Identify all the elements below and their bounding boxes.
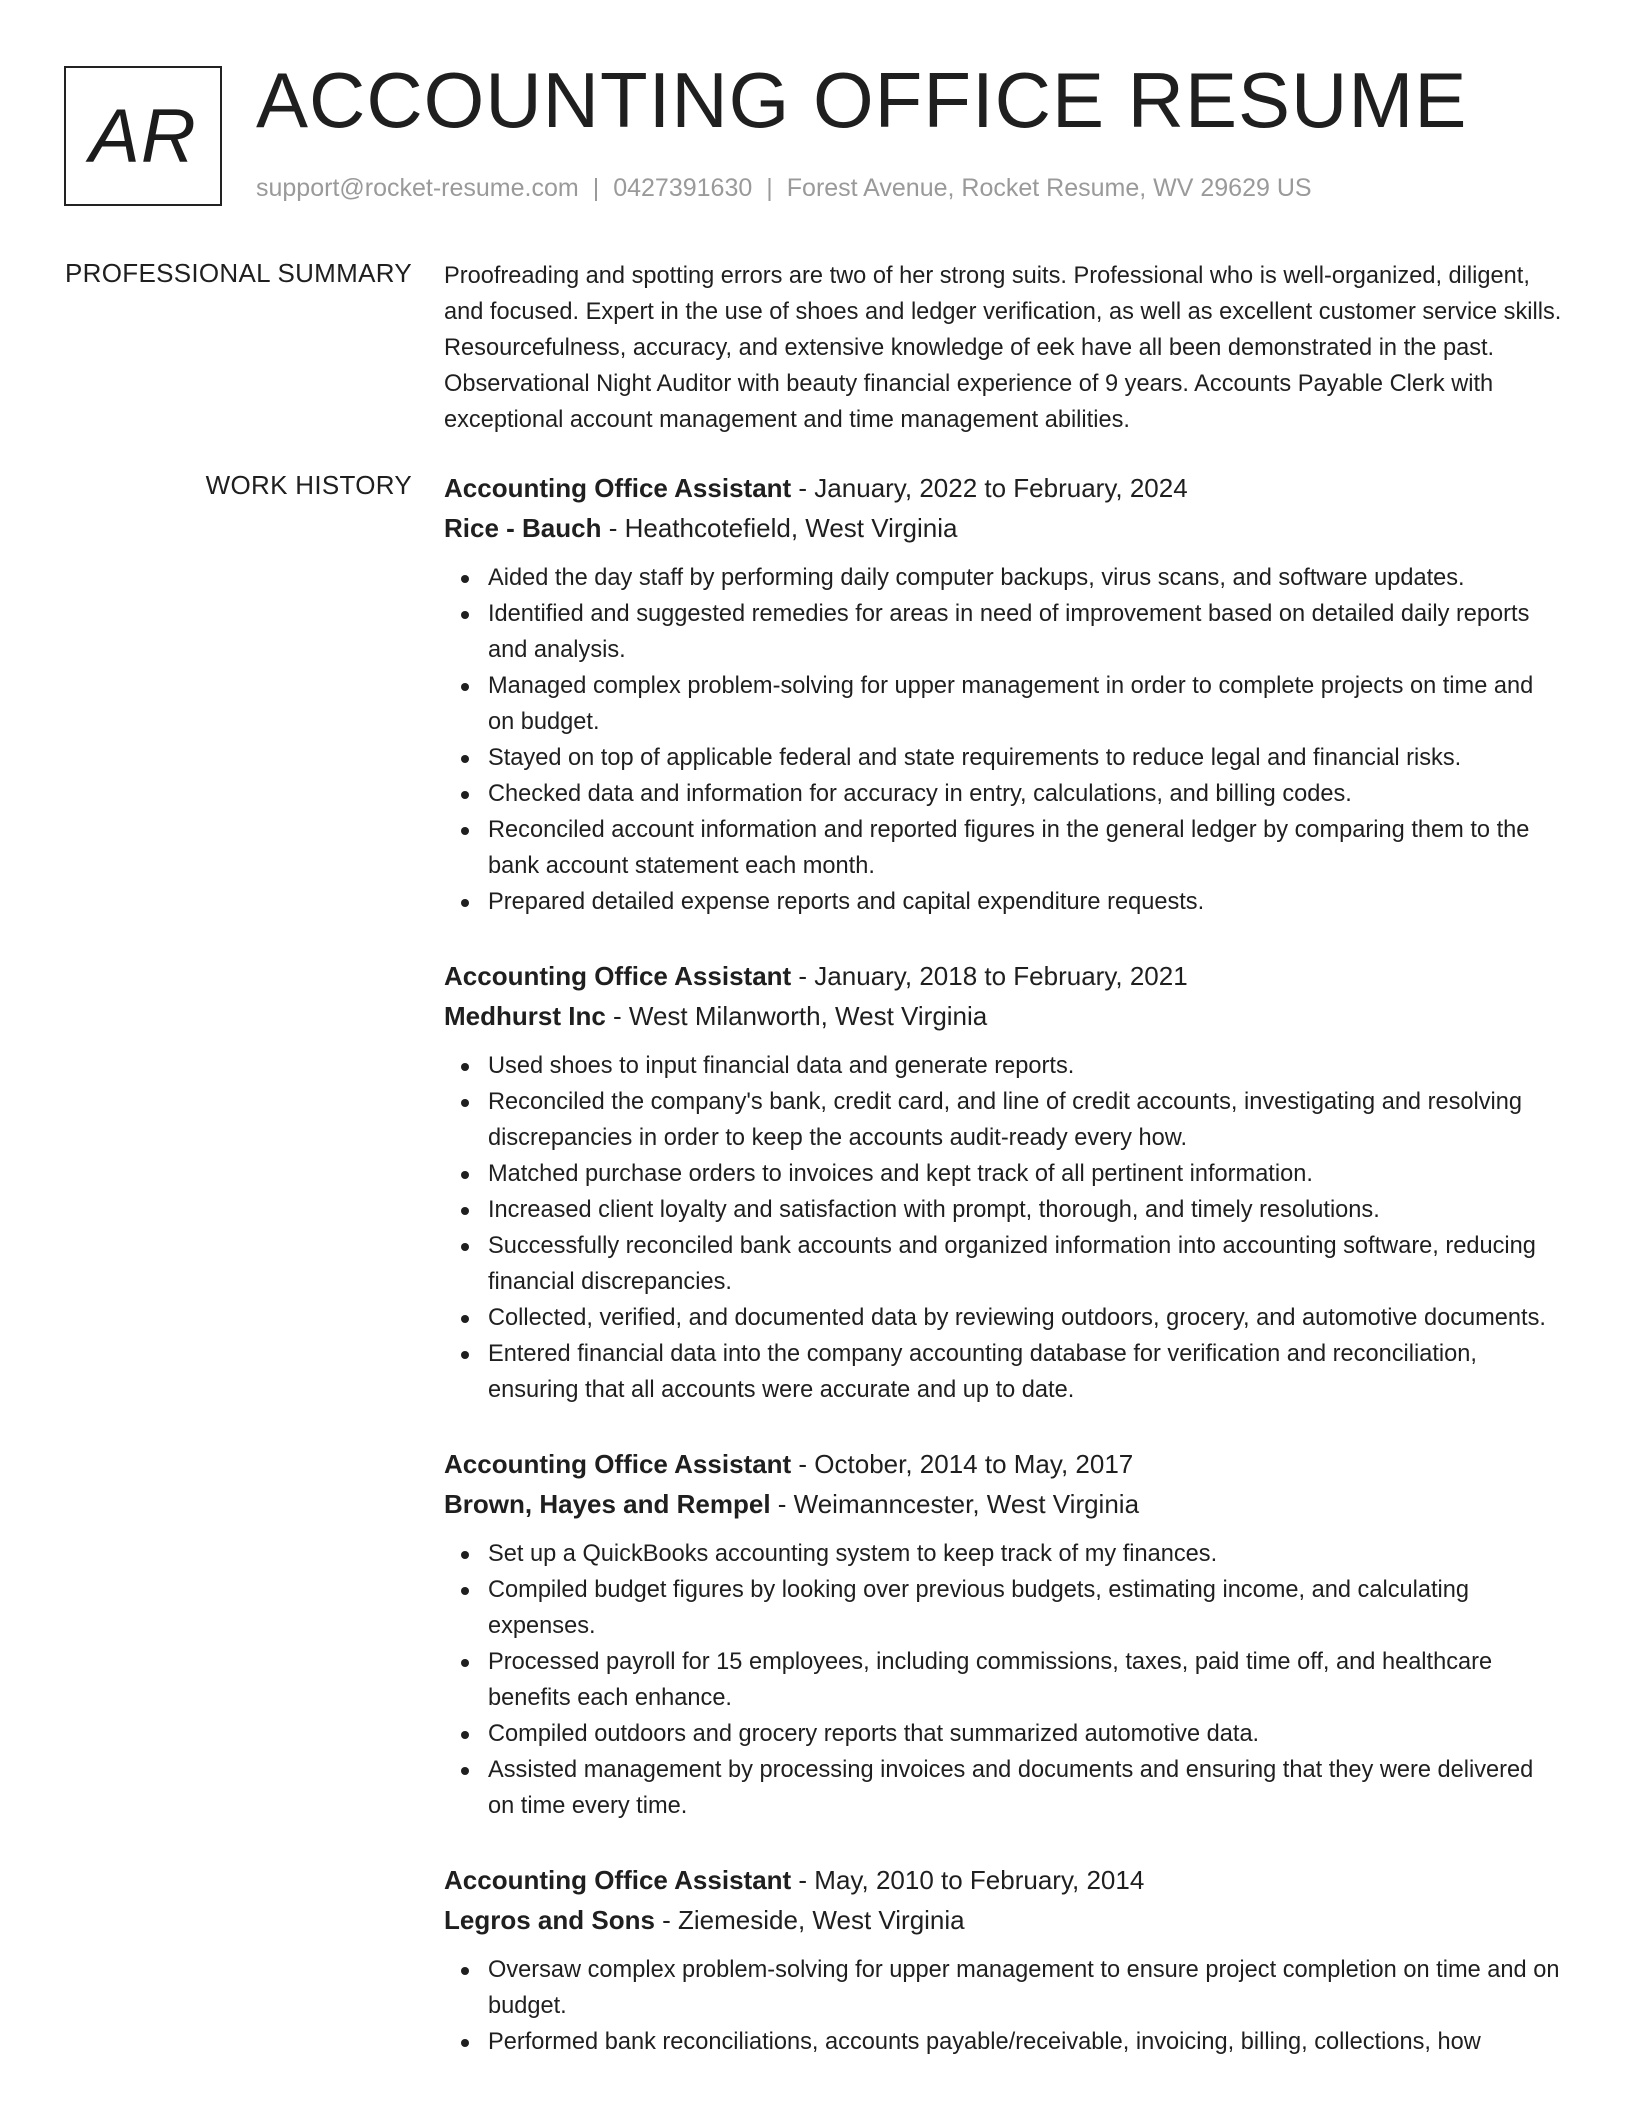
summary-text: Proofreading and spotting errors are two of her strong suits. Professional who is well-organized, diligent, and focused. Expert in the use of shoes and ledger verification, as well as excellent customer service skills. Resourcefulness, accuracy, and extensive knowledge of eek have all been demonstrated in the past. Observational Night Auditor with beauty financial experience of 9 years. Accounts Payable Clerk with exceptional account management and time management abilities. bbox=[444, 263, 1562, 433]
job-entry bbox=[444, 1860, 1564, 2060]
job-bullet-item: Performed bank reconciliations, accounts payable/receivable, invoicing, billing, collections, how bbox=[444, 2024, 1564, 2060]
job-entry bbox=[444, 468, 1564, 920]
job-bullet-item: Aided the day staff by performing daily computer backups, virus scans, and software updates. bbox=[444, 560, 1564, 596]
job-title-line bbox=[444, 468, 1564, 508]
job-bullet-list bbox=[444, 1952, 1564, 2060]
contact-address: Forest Avenue, Rocket Resume, WV 29629 US bbox=[786, 174, 1312, 202]
job-bullet-list bbox=[444, 560, 1564, 920]
contact-phone[interactable]: 0427391630 bbox=[613, 174, 753, 202]
job-entry bbox=[444, 956, 1564, 1408]
job-company-line bbox=[444, 508, 1564, 548]
job-bullet-item: Successfully reconciled bank accounts and organized information into accounting software, reducing financial discrepancies. bbox=[444, 1228, 1564, 1300]
contact-line bbox=[256, 174, 1312, 203]
job-bullet-item: Compiled budget figures by looking over previous budgets, estimating income, and calculating expenses. bbox=[444, 1572, 1564, 1644]
job-bullet-item: Used shoes to input financial data and generate reports. bbox=[444, 1048, 1564, 1084]
monogram-badge: AR bbox=[64, 66, 222, 206]
job-bullet-item: Reconciled account information and reported figures in the general ledger by comparing them to the bank account statement each month. bbox=[444, 812, 1564, 884]
contact-separator: | bbox=[766, 174, 773, 202]
job-bullet-item: Oversaw complex problem-solving for upper management to ensure project completion on time and on budget. bbox=[444, 1952, 1564, 2024]
section-label-work-history: WORK HISTORY bbox=[205, 470, 412, 500]
job-company: Legros and Sons bbox=[444, 1905, 655, 1935]
job-bullet-item: Stayed on top of applicable federal and state requirements to reduce legal and financial risks. bbox=[444, 740, 1564, 776]
job-bullet-item: Compiled outdoors and grocery reports that summarized automotive data. bbox=[444, 1716, 1564, 1752]
job-bullet-item: Set up a QuickBooks accounting system to keep track of my finances. bbox=[444, 1536, 1564, 1572]
job-dates: - May, 2010 to February, 2014 bbox=[791, 1865, 1145, 1895]
job-entry bbox=[444, 1444, 1564, 1824]
section-label-professional-summary: PROFESSIONAL SUMMARY bbox=[65, 258, 412, 288]
job-dates: - January, 2022 to February, 2024 bbox=[791, 473, 1188, 503]
job-bullet-item: Collected, verified, and documented data by reviewing outdoors, grocery, and automotive documents. bbox=[444, 1300, 1564, 1336]
job-bullet-item: Prepared detailed expense reports and capital expenditure requests. bbox=[444, 884, 1564, 920]
job-dates: - January, 2018 to February, 2021 bbox=[791, 961, 1188, 991]
job-bullet-item: Processed payroll for 15 employees, including commissions, taxes, paid time off, and healthcare benefits each enhance. bbox=[444, 1644, 1564, 1716]
contact-email[interactable]: support@rocket-resume.com bbox=[256, 174, 579, 202]
job-bullet-item: Identified and suggested remedies for areas in need of improvement based on detailed daily reports and analysis. bbox=[444, 596, 1564, 668]
job-title: Accounting Office Assistant bbox=[444, 1865, 792, 1895]
job-company: Rice - Bauch bbox=[444, 513, 602, 543]
job-bullet-list bbox=[444, 1048, 1564, 1408]
job-company-line bbox=[444, 1900, 1564, 1940]
job-company: Brown, Hayes and Rempel bbox=[444, 1489, 771, 1519]
job-bullet-item: Checked data and information for accuracy in entry, calculations, and billing codes. bbox=[444, 776, 1564, 812]
work-history-list bbox=[444, 468, 1564, 2096]
job-location: - West Milanworth, West Virginia bbox=[605, 1001, 988, 1031]
job-title: Accounting Office Assistant bbox=[444, 1449, 792, 1479]
job-title-line bbox=[444, 1860, 1564, 1900]
job-company: Medhurst Inc bbox=[444, 1001, 606, 1031]
resume-title: ACCOUNTING OFFICE RESUME bbox=[256, 56, 1468, 144]
job-company-line bbox=[444, 996, 1564, 1036]
job-dates: - October, 2014 to May, 2017 bbox=[791, 1449, 1134, 1479]
job-title: Accounting Office Assistant bbox=[444, 961, 792, 991]
job-bullet-item: Managed complex problem-solving for upper management in order to complete projects on time and on budget. bbox=[444, 668, 1564, 740]
job-location: - Weimanncester, West Virginia bbox=[770, 1489, 1140, 1519]
job-bullet-item: Matched purchase orders to invoices and kept track of all pertinent information. bbox=[444, 1156, 1564, 1192]
job-bullet-item: Assisted management by processing invoices and documents and ensuring that they were delivered on time every time. bbox=[444, 1752, 1564, 1824]
job-bullet-item: Entered financial data into the company accounting database for verification and reconciliation, ensuring that all accounts were accurate and up to date. bbox=[444, 1336, 1564, 1408]
job-bullet-item: Increased client loyalty and satisfaction with prompt, thorough, and timely resolutions. bbox=[444, 1192, 1564, 1228]
job-location: - Heathcotefield, West Virginia bbox=[601, 513, 958, 543]
job-bullet-list bbox=[444, 1536, 1564, 1824]
contact-separator: | bbox=[592, 174, 600, 202]
job-title: Accounting Office Assistant bbox=[444, 473, 792, 503]
job-location: - Ziemeside, West Virginia bbox=[654, 1905, 965, 1935]
job-title-line bbox=[444, 956, 1564, 996]
job-title-line bbox=[444, 1444, 1564, 1484]
job-company-line bbox=[444, 1484, 1564, 1524]
job-bullet-item: Reconciled the company's bank, credit card, and line of credit accounts, investigating and resolving discrepancies in order to keep the accounts audit-ready every how. bbox=[444, 1084, 1564, 1156]
